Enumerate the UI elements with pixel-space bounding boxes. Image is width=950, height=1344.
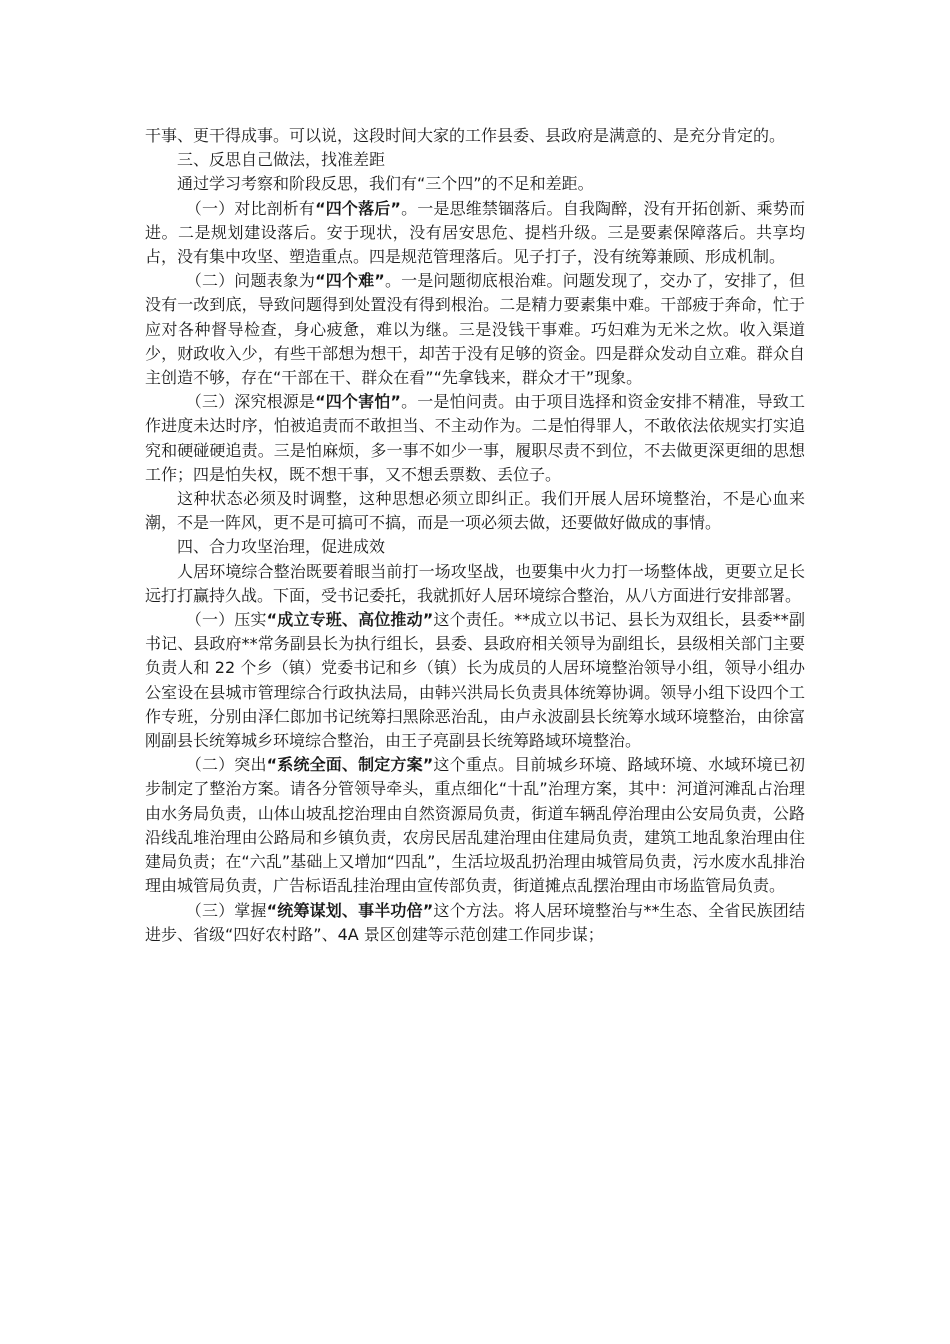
paragraph-text: （一）对比剖析有 <box>185 198 316 218</box>
emphasis-text: “系统全面、制定方案” <box>266 755 434 775</box>
paragraph-text: （一）压实 <box>185 610 267 630</box>
paragraph-body <box>145 172 805 196</box>
subsection-paragraph-2 <box>145 269 805 390</box>
heading-text: 三、反思自己做法，找准差距 <box>177 150 386 170</box>
paragraph-text: 人居环境综合整治既要着眼当前打一场攻坚战，也要集中火力打一场整体战，更要立足长远打打赢持久战。下面，受书记委托，我就抓好人居环境综合整治，从八方面进行安排部署。 <box>145 561 805 605</box>
paragraph-text: 通过学习考察和阶段反思，我们有“三个四”的不足和差距。 <box>177 174 594 194</box>
paragraph-text: 。一是怕问责。由于项目选择和资金安排不精准，导致工作进度未达时序，怕被追责而不敢担当、不主动作为。二是怕得罪人，不敢依法依规实打实追究和硬碰硬追责。三是怕麻烦，多一事不如少一事，履职尽责不到位，不去做更深更细的思想工作；四是怕失权，既不想干事，又不想丢票数、丢位子。 <box>145 392 805 484</box>
section-heading-4 <box>145 535 805 559</box>
paragraph-text: （三）深究根源是 <box>185 392 316 412</box>
paragraph-text: 这个方法。将人居环境整治与**生态、全省民族团结进步、省级“四好农村路”、4A 景区创建等示范创建工作同步谋； <box>145 900 805 944</box>
paragraph-text: （三）掌握 <box>185 900 267 920</box>
paragraph-text: 。一是问题彻底根治难。问题发现了，交办了，安排了，但没有一改到底，导致问题得到处置没有得到根治。二是精力要素集中难。干部疲于奔命，忙于应对各种督导检查，身心疲惫，难以为继。三是没钱干事难。巧妇难为无米之炊。收入渠道少，财政收入少，有些干部想为想干，却苦于没有足够的资金。四是群众发动自立难。群众自主创造不够，存在“干部在干、群众在看”“先拿钱来，群众才干”现象。 <box>145 271 805 388</box>
paragraph-continuation <box>145 124 805 148</box>
heading-text: 四、合力攻坚治理，促进成效 <box>177 537 386 557</box>
paragraph-text: 这个重点。目前城乡环境、路域环境、水域环境已初步制定了整治方案。请各分管领导牵头，重点细化“十乱”治理方案，其中：河道河滩乱占治理由水务局负责，山体山坡乱挖治理由自然资源局负责，街道车辆乱停治理由公安局负责，公路沿线乱堆治理由公路局和乡镇负责，农房民居乱建治理由住建局负责，建筑工地乱象治理由住建局负责；在“六乱”基础上又增加“四乱”，生活垃圾乱扔治理由城管局负责，污水废水乱排治理由城管局负责，广告标语乱挂治理由宣传部负责，街道摊点乱摆治理由市场监管局负责。 <box>145 755 805 896</box>
paragraph-body <box>145 560 805 608</box>
subsection-paragraph-3 <box>145 390 805 487</box>
paragraph-text: 这个责任。**成立以书记、县长为双组长，县委**副书记、县政府**常务副县长为执行组长，县委、县政府相关领导为副组长，县级相关部门主要负责人和 22 个乡（镇）党委书记和乡（镇）长为成员的人居环境整治领导小组，领导小组办公室设在县城市管理综合行政执法局，由韩兴洪局长负责具体统筹协调。领导小组下设四个工作专班，分别由泽仁郎加书记统筹扫黑除恶治乱，由卢永波副县长统筹水域环境整治，由徐富刚副县长统筹城乡环境综合整治，由王子亮副县长统筹路域环境整治。 <box>145 610 805 751</box>
paragraph-text: （二）问题表象为 <box>185 271 316 291</box>
paragraph-body <box>145 487 805 535</box>
emphasis-text: “统筹谋划、事半功倍” <box>266 900 434 920</box>
emphasis-text: “四个害怕” <box>315 392 401 412</box>
emphasis-text: “成立专班、高位推动” <box>266 610 434 630</box>
paragraph-text: （二）突出 <box>185 755 267 775</box>
subsection-paragraph-4 <box>145 608 805 753</box>
emphasis-text: “四个难” <box>315 271 385 291</box>
document-page <box>145 124 805 947</box>
paragraph-text: 。一是思维禁锢落后。自我陶醉，没有开拓创新、乘势而进。二是规划建设落后。安于现状，没有居安思危、提档升级。三是要素保障落后。共享均占，没有集中攻坚、塑造重点。四是规范管理落后。见子打子，没有统筹兼顾、形成机制。 <box>145 198 805 267</box>
subsection-paragraph-1 <box>145 197 805 270</box>
section-heading-3 <box>145 148 805 172</box>
paragraph-text: 干事、更干得成事。可以说，这段时间大家的工作县委、县政府是满意的、是充分肯定的。 <box>145 126 786 145</box>
subsection-paragraph-5 <box>145 753 805 898</box>
emphasis-text: “四个落后” <box>315 198 401 218</box>
paragraph-text: 这种状态必须及时调整，这种思想必须立即纠正。我们开展人居环境整治，不是心血来潮，不是一阵风，更不是可搞可不搞，而是一项必须去做，还要做好做成的事情。 <box>145 489 805 533</box>
subsection-paragraph-6 <box>145 899 805 947</box>
